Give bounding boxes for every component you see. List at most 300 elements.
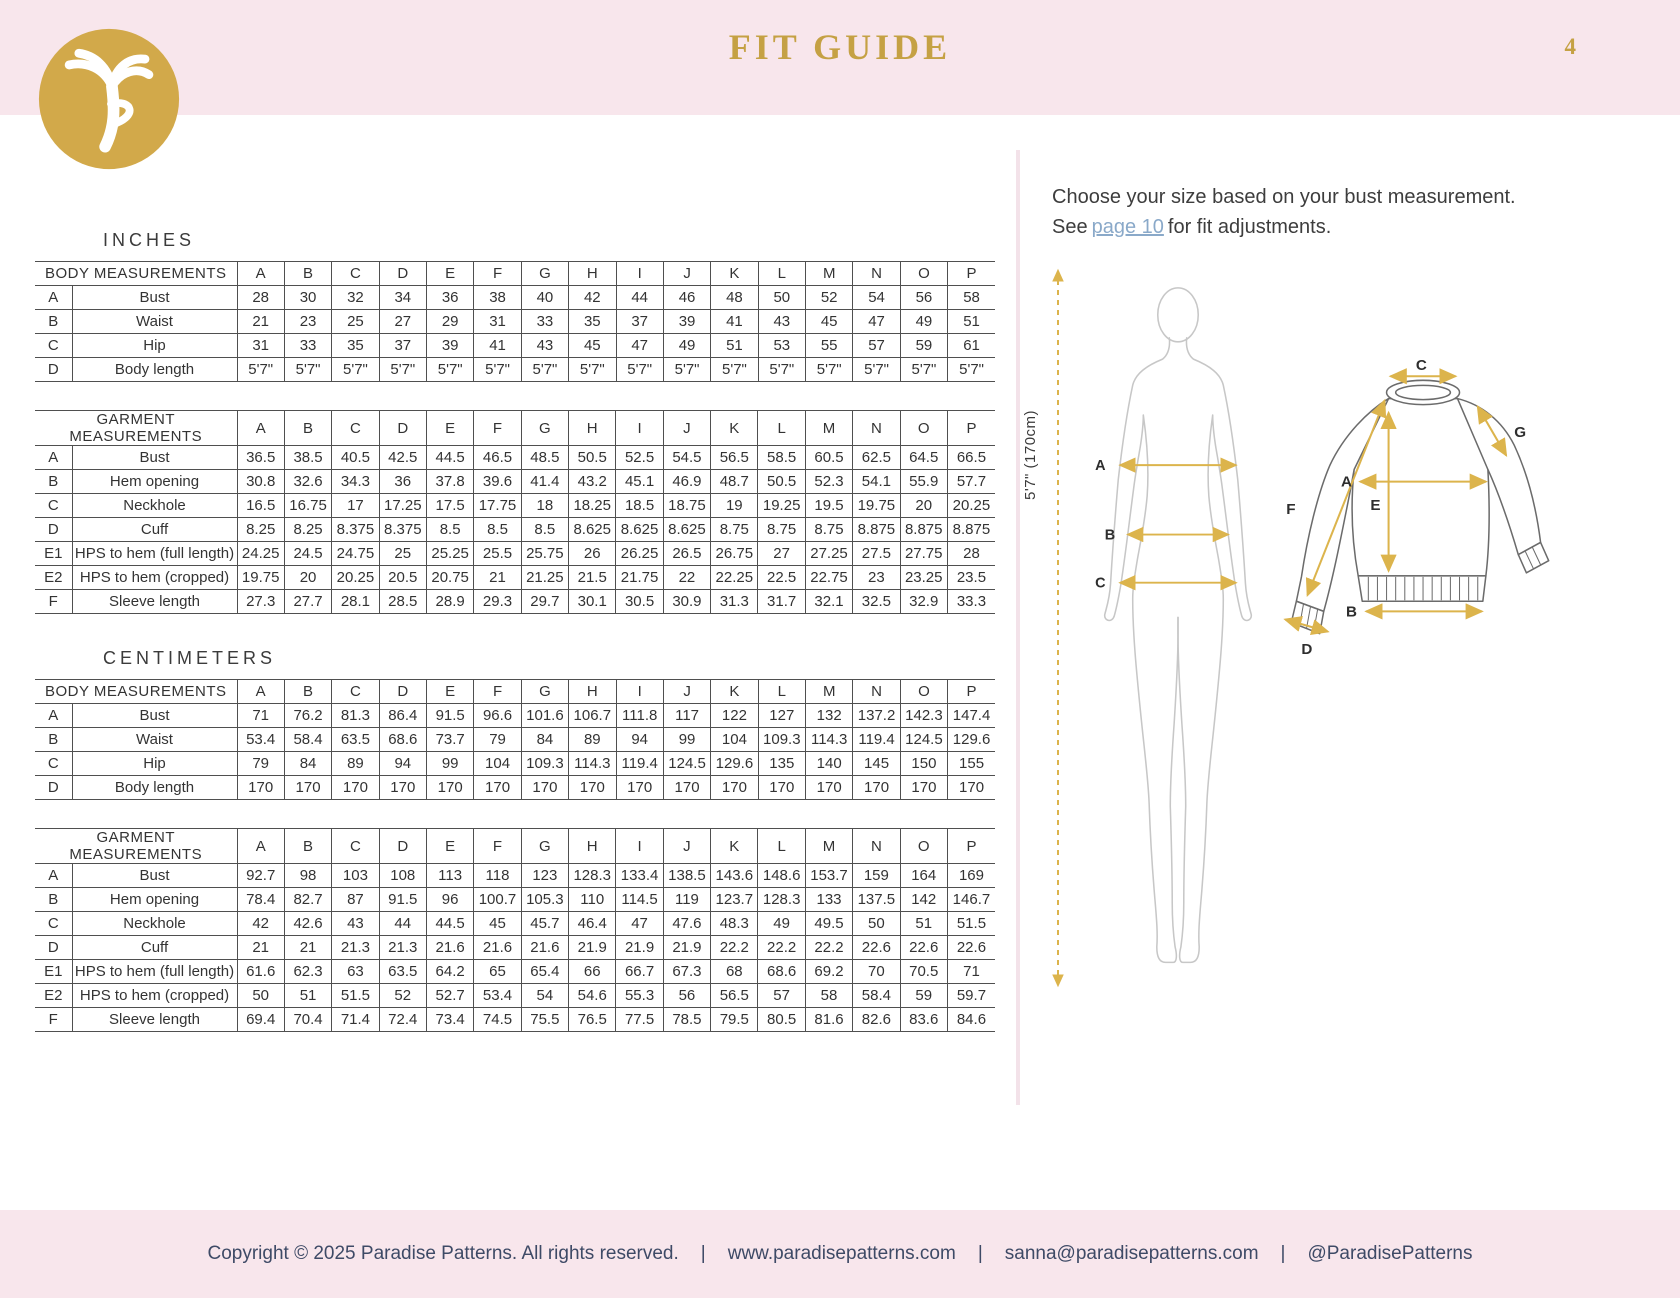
measurement-cell: 5'7" xyxy=(806,358,853,382)
table-row xyxy=(35,542,995,566)
measurement-cell: 57 xyxy=(758,984,805,1008)
size-column-header: E xyxy=(427,262,474,286)
measurement-cell: 72.4 xyxy=(379,1008,426,1032)
size-column-header: C xyxy=(332,262,379,286)
size-column-header: D xyxy=(379,262,426,286)
measurement-cell: 78.4 xyxy=(237,888,284,912)
measurement-cell: 5'7" xyxy=(569,358,616,382)
measurement-cell: 22.2 xyxy=(711,936,758,960)
measurement-cell: 142 xyxy=(900,888,947,912)
size-column-header: D xyxy=(379,829,426,864)
size-column-header: M xyxy=(806,262,853,286)
measurement-cell: 8.875 xyxy=(853,518,900,542)
row-label: HPS to hem (full length) xyxy=(72,960,237,984)
row-label: Cuff xyxy=(72,936,237,960)
row-code: A xyxy=(35,286,72,310)
measurement-cell: 42 xyxy=(569,286,616,310)
table-title: GARMENT MEASUREMENTS xyxy=(35,411,237,446)
measurement-cell: 28.9 xyxy=(426,590,473,614)
row-label: Bust xyxy=(72,286,237,310)
row-label: Bust xyxy=(72,704,237,728)
measurement-cell: 51 xyxy=(284,984,331,1008)
measurement-cell: 19.75 xyxy=(853,494,900,518)
measurement-cell: 18 xyxy=(521,494,568,518)
measurement-cell: 19.25 xyxy=(758,494,805,518)
measurement-cell: 65.4 xyxy=(521,960,568,984)
measurement-cell: 53.4 xyxy=(237,728,284,752)
body-measure-arrows xyxy=(1120,465,1236,583)
measurement-cell: 123.7 xyxy=(711,888,758,912)
measurement-cell: 42.5 xyxy=(379,446,426,470)
measurement-cell: 50 xyxy=(853,912,900,936)
measurement-cell: 48.7 xyxy=(711,470,758,494)
measurement-cell: 137.5 xyxy=(853,888,900,912)
measurement-cell: 69.2 xyxy=(805,960,852,984)
measurement-cell: 62.3 xyxy=(284,960,331,984)
measurement-cell: 56.5 xyxy=(711,984,758,1008)
measurement-cell: 170 xyxy=(948,776,995,800)
measurement-cell: 22 xyxy=(663,566,710,590)
measurement-cell: 74.5 xyxy=(474,1008,521,1032)
measurement-cell: 8.75 xyxy=(758,518,805,542)
measurement-cell: 38 xyxy=(474,286,521,310)
size-column-header: G xyxy=(521,411,568,446)
size-column-header: L xyxy=(758,829,805,864)
page-10-link[interactable]: page 10 xyxy=(1091,216,1164,238)
measurement-cell: 56 xyxy=(900,286,947,310)
measurement-cell: 30.8 xyxy=(237,470,284,494)
size-column-header: N xyxy=(853,680,900,704)
table-row xyxy=(35,984,995,1008)
size-column-header: P xyxy=(948,680,995,704)
measurement-cell: 69.4 xyxy=(237,1008,284,1032)
size-column-header: B xyxy=(284,262,331,286)
measurement-cell: 8.25 xyxy=(237,518,284,542)
measurement-cell: 58.4 xyxy=(853,984,900,1008)
size-column-header: I xyxy=(616,680,663,704)
garment-label-raglan: G xyxy=(1514,424,1527,442)
size-column-header: H xyxy=(569,262,616,286)
row-code: E1 xyxy=(35,542,72,566)
height-measurement-label: 5'7" (170cm) xyxy=(1022,409,1039,500)
note-see: See xyxy=(1052,216,1088,238)
measurement-cell: 23 xyxy=(853,566,900,590)
measurement-cell: 64.2 xyxy=(426,960,473,984)
table-row xyxy=(35,358,995,382)
measurement-cell: 19 xyxy=(711,494,758,518)
size-column-header: O xyxy=(900,829,947,864)
measurement-cell: 148.6 xyxy=(758,864,805,888)
measurement-cell: 79 xyxy=(237,752,284,776)
paradise-patterns-logo xyxy=(36,26,182,172)
measurement-cell: 94 xyxy=(616,728,663,752)
row-label: Sleeve length xyxy=(72,590,237,614)
measurement-cell: 20 xyxy=(284,566,331,590)
measurement-cell: 31 xyxy=(237,334,284,358)
size-column-header: E xyxy=(426,829,473,864)
measurement-cell: 96.6 xyxy=(474,704,521,728)
measurement-cell: 94 xyxy=(379,752,426,776)
measurement-cell: 21.9 xyxy=(663,936,710,960)
measurement-cell: 16.5 xyxy=(237,494,284,518)
measurement-cell: 164 xyxy=(900,864,947,888)
measurement-cell: 89 xyxy=(569,728,616,752)
measurement-cell: 170 xyxy=(711,776,758,800)
table-row xyxy=(35,494,995,518)
measurement-cell: 31.3 xyxy=(711,590,758,614)
measurement-cell: 91.5 xyxy=(427,704,474,728)
table-title: BODY MEASUREMENTS xyxy=(35,262,237,286)
measurement-cell: 27 xyxy=(379,310,426,334)
measurement-cell: 21.6 xyxy=(474,936,521,960)
measurement-cell: 68.6 xyxy=(758,960,805,984)
website-link[interactable]: www.paradisepatterns.com xyxy=(727,1243,956,1264)
measurement-cell: 8.625 xyxy=(663,518,710,542)
measurement-cell: 170 xyxy=(758,776,805,800)
measurement-cell: 132 xyxy=(806,704,853,728)
table-row xyxy=(35,960,995,984)
measurement-cell: 128.3 xyxy=(569,864,616,888)
measurement-cell: 21.75 xyxy=(616,566,663,590)
garment-label-length: E xyxy=(1370,497,1381,515)
measurement-cell: 75.5 xyxy=(521,1008,568,1032)
measurement-cell: 25.25 xyxy=(426,542,473,566)
measurement-cell: 84.6 xyxy=(947,1008,995,1032)
row-code: A xyxy=(35,704,72,728)
table-title: BODY MEASUREMENTS xyxy=(35,680,237,704)
size-column-header: M xyxy=(805,829,852,864)
measurement-cell: 53.4 xyxy=(474,984,521,1008)
measurement-cell: 138.5 xyxy=(663,864,710,888)
measurement-cell: 48 xyxy=(711,286,758,310)
measurement-cell: 41.4 xyxy=(521,470,568,494)
tables-column xyxy=(35,230,995,1060)
measurement-table-body-measurements-inches xyxy=(35,261,995,382)
size-column-header: K xyxy=(711,411,758,446)
size-column-header: I xyxy=(616,411,663,446)
measurement-cell: 41 xyxy=(711,310,758,334)
measurement-cell: 60.5 xyxy=(805,446,852,470)
size-column-header: N xyxy=(853,262,900,286)
size-column-header: C xyxy=(332,680,379,704)
measurement-cell: 26.5 xyxy=(663,542,710,566)
measurement-cell: 25.75 xyxy=(521,542,568,566)
size-column-header: B xyxy=(284,680,331,704)
measurement-cell: 143.6 xyxy=(711,864,758,888)
measurement-cell: 51 xyxy=(711,334,758,358)
row-code: E2 xyxy=(35,984,72,1008)
measurement-cell: 32.1 xyxy=(805,590,852,614)
measurement-cell: 51 xyxy=(948,310,995,334)
measurement-cell: 106.7 xyxy=(569,704,616,728)
footer-separator: | xyxy=(1280,1243,1286,1264)
measurement-cell: 28 xyxy=(947,542,995,566)
measurement-cell: 5'7" xyxy=(616,358,663,382)
measurement-cell: 8.5 xyxy=(521,518,568,542)
measurement-cell: 8.625 xyxy=(569,518,616,542)
size-column-header: I xyxy=(616,262,663,286)
garment-label-chest: A xyxy=(1340,473,1352,491)
row-label: HPS to hem (full length) xyxy=(72,542,237,566)
measurement-cell: 24.25 xyxy=(237,542,284,566)
measurement-cell: 5'7" xyxy=(900,358,947,382)
measurement-cell: 5'7" xyxy=(284,358,331,382)
table-row xyxy=(35,1008,995,1032)
size-column-header: M xyxy=(805,411,852,446)
measurement-cell: 27.7 xyxy=(284,590,331,614)
measurement-cell: 42 xyxy=(237,912,284,936)
row-code: B xyxy=(35,728,72,752)
column-divider xyxy=(1016,150,1020,1105)
measurement-cell: 119.4 xyxy=(853,728,900,752)
row-label: HPS to hem (cropped) xyxy=(72,566,237,590)
size-column-header: G xyxy=(521,680,568,704)
measurement-cell: 17 xyxy=(332,494,379,518)
size-column-header: G xyxy=(521,262,568,286)
measurement-cell: 71.4 xyxy=(332,1008,379,1032)
measurement-cell: 96 xyxy=(426,888,473,912)
measurement-cell: 22.75 xyxy=(805,566,852,590)
size-column-header: A xyxy=(237,680,284,704)
measurement-cell: 71 xyxy=(237,704,284,728)
measurement-cell: 21.6 xyxy=(426,936,473,960)
measurement-cell: 99 xyxy=(663,728,710,752)
measurement-cell: 70.5 xyxy=(900,960,947,984)
measurement-cell: 82.6 xyxy=(853,1008,900,1032)
measurement-cell: 19.75 xyxy=(237,566,284,590)
measurement-cell: 47 xyxy=(616,912,663,936)
measurement-cell: 21.3 xyxy=(332,936,379,960)
measurement-cell: 57 xyxy=(853,334,900,358)
measurement-cell: 20.25 xyxy=(947,494,995,518)
row-label: Waist xyxy=(72,310,237,334)
body-label-waist: B xyxy=(1104,527,1116,544)
table-row xyxy=(35,334,995,358)
measurement-cell: 46.5 xyxy=(474,446,521,470)
page-title: FIT GUIDE xyxy=(728,27,952,67)
measurement-cell: 82.7 xyxy=(284,888,331,912)
measurement-cell: 35 xyxy=(569,310,616,334)
measurement-cell: 56 xyxy=(663,984,710,1008)
row-code: F xyxy=(35,590,72,614)
measurement-cell: 169 xyxy=(947,864,995,888)
email-link[interactable]: sanna@paradisepatterns.com xyxy=(1004,1243,1259,1264)
measurement-cell: 66.5 xyxy=(947,446,995,470)
measurement-cell: 5'7" xyxy=(711,358,758,382)
measurement-cell: 58 xyxy=(805,984,852,1008)
row-label: Hip xyxy=(72,334,237,358)
measurement-cell: 17.5 xyxy=(426,494,473,518)
measurement-cell: 16.75 xyxy=(284,494,331,518)
measurement-cell: 40.5 xyxy=(332,446,379,470)
measurement-cell: 36 xyxy=(379,470,426,494)
measurement-cell: 133.4 xyxy=(616,864,663,888)
size-note xyxy=(1052,182,1597,242)
measurement-cell: 32.5 xyxy=(853,590,900,614)
measurement-cell: 18.75 xyxy=(663,494,710,518)
measurement-cell: 122 xyxy=(711,704,758,728)
measurement-cell: 18.25 xyxy=(569,494,616,518)
measurement-cell: 24.5 xyxy=(284,542,331,566)
size-column-header: O xyxy=(900,262,947,286)
measurement-table-body-measurements-centimeters xyxy=(35,679,995,800)
measurement-cell: 140 xyxy=(806,752,853,776)
row-code: D xyxy=(35,776,72,800)
size-column-header: F xyxy=(474,829,521,864)
row-label: HPS to hem (cropped) xyxy=(72,984,237,1008)
measurement-cell: 37 xyxy=(616,310,663,334)
measurement-cell: 170 xyxy=(900,776,947,800)
size-column-header: J xyxy=(663,680,710,704)
measurement-cell: 51.5 xyxy=(332,984,379,1008)
measurement-cell: 111.8 xyxy=(616,704,663,728)
row-label: Body length xyxy=(72,776,237,800)
measurement-cell: 5'7" xyxy=(427,358,474,382)
measurement-cell: 86.4 xyxy=(379,704,426,728)
measurement-cell: 79.5 xyxy=(711,1008,758,1032)
row-label: Sleeve length xyxy=(72,1008,237,1032)
size-column-header: I xyxy=(616,829,663,864)
measurement-cell: 39 xyxy=(663,310,710,334)
row-label: Bust xyxy=(72,864,237,888)
measurement-cell: 170 xyxy=(284,776,331,800)
table-row xyxy=(35,446,995,470)
measurement-cell: 124.5 xyxy=(663,752,710,776)
measurement-cell: 5'7" xyxy=(521,358,568,382)
measurement-cell: 55.3 xyxy=(616,984,663,1008)
measurement-cell: 44.5 xyxy=(426,446,473,470)
measurement-cell: 109.3 xyxy=(758,728,805,752)
measurement-cell: 63.5 xyxy=(332,728,379,752)
measurement-cell: 8.25 xyxy=(284,518,331,542)
size-column-header: F xyxy=(474,680,521,704)
body-outline xyxy=(1105,288,1252,963)
table-row xyxy=(35,936,995,960)
measurement-cell: 103 xyxy=(332,864,379,888)
measurement-cell: 49 xyxy=(900,310,947,334)
measurement-cell: 22.2 xyxy=(758,936,805,960)
measurement-cell: 43.2 xyxy=(569,470,616,494)
measurement-cell: 147.4 xyxy=(948,704,995,728)
measurement-cell: 170 xyxy=(616,776,663,800)
measurement-cell: 22.6 xyxy=(853,936,900,960)
measurement-cell: 45.1 xyxy=(616,470,663,494)
row-code: C xyxy=(35,334,72,358)
size-column-header: J xyxy=(663,411,710,446)
measurement-cell: 170 xyxy=(237,776,284,800)
measurement-cell: 142.3 xyxy=(900,704,947,728)
measurement-cell: 61.6 xyxy=(237,960,284,984)
row-label: Hem opening xyxy=(72,470,237,494)
measurement-cell: 70 xyxy=(853,960,900,984)
table-row xyxy=(35,776,995,800)
size-column-header: F xyxy=(474,262,521,286)
social-handle-link[interactable]: @ParadisePatterns xyxy=(1307,1243,1473,1264)
measurement-cell: 59.7 xyxy=(947,984,995,1008)
measurement-cell: 43 xyxy=(521,334,568,358)
measurement-cell: 47.6 xyxy=(663,912,710,936)
measurement-cell: 33 xyxy=(284,334,331,358)
measurement-cell: 127 xyxy=(758,704,805,728)
measurement-cell: 26.25 xyxy=(616,542,663,566)
measurement-cell: 5'7" xyxy=(237,358,284,382)
measurement-cell: 48.3 xyxy=(711,912,758,936)
measurement-cell: 22.6 xyxy=(900,936,947,960)
note-line2: for fit adjustments. xyxy=(1167,216,1332,238)
measurement-cell: 17.75 xyxy=(474,494,521,518)
measurement-cell: 58.5 xyxy=(758,446,805,470)
size-column-header: N xyxy=(853,829,900,864)
measurement-cell: 170 xyxy=(853,776,900,800)
measurement-cell: 54.1 xyxy=(853,470,900,494)
size-column-header: K xyxy=(711,829,758,864)
measurement-cell: 21 xyxy=(474,566,521,590)
measurement-cell: 21.9 xyxy=(616,936,663,960)
size-column-header: N xyxy=(853,411,900,446)
measurement-cell: 49 xyxy=(758,912,805,936)
size-column-header: J xyxy=(663,262,710,286)
measurement-cell: 30.9 xyxy=(663,590,710,614)
measurement-cell: 47 xyxy=(853,310,900,334)
measurement-cell: 105.3 xyxy=(521,888,568,912)
measurement-cell: 49 xyxy=(663,334,710,358)
measurement-cell: 68.6 xyxy=(379,728,426,752)
row-label: Hem opening xyxy=(72,888,237,912)
measurement-cell: 34.3 xyxy=(332,470,379,494)
row-code: C xyxy=(35,752,72,776)
measurement-cell: 36 xyxy=(427,286,474,310)
height-arrow xyxy=(1046,268,1070,988)
measurement-cell: 23.25 xyxy=(900,566,947,590)
measurement-cell: 43 xyxy=(332,912,379,936)
table-row xyxy=(35,286,995,310)
row-label: Cuff xyxy=(72,518,237,542)
size-column-header: D xyxy=(379,680,426,704)
size-column-header: B xyxy=(284,829,331,864)
measurement-cell: 26 xyxy=(569,542,616,566)
row-code: D xyxy=(35,358,72,382)
size-column-header: L xyxy=(758,411,805,446)
row-code: D xyxy=(35,936,72,960)
measurement-cell: 119.4 xyxy=(616,752,663,776)
measurement-cell: 32.9 xyxy=(900,590,947,614)
measurement-cell: 78.5 xyxy=(663,1008,710,1032)
measurement-cell: 52 xyxy=(379,984,426,1008)
measurement-cell: 28.1 xyxy=(332,590,379,614)
measurement-cell: 22.25 xyxy=(711,566,758,590)
measurement-cell: 27.75 xyxy=(900,542,947,566)
size-column-header: L xyxy=(758,262,805,286)
measurement-cell: 129.6 xyxy=(711,752,758,776)
measurement-cell: 87 xyxy=(332,888,379,912)
table-row xyxy=(35,518,995,542)
table-header-row xyxy=(35,262,995,286)
measurement-cell: 33 xyxy=(521,310,568,334)
measurement-cell: 51.5 xyxy=(947,912,995,936)
measurement-cell: 170 xyxy=(806,776,853,800)
measurement-cell: 22.6 xyxy=(947,936,995,960)
measurement-cell: 40 xyxy=(521,286,568,310)
measurement-cell: 53 xyxy=(758,334,805,358)
measurement-cell: 27.25 xyxy=(805,542,852,566)
size-column-header: A xyxy=(237,262,284,286)
measurement-cell: 5'7" xyxy=(663,358,710,382)
measurement-cell: 49.5 xyxy=(805,912,852,936)
measurement-cell: 77.5 xyxy=(616,1008,663,1032)
measurement-cell: 31 xyxy=(474,310,521,334)
measurement-cell: 58 xyxy=(948,286,995,310)
measurement-cell: 26.75 xyxy=(711,542,758,566)
